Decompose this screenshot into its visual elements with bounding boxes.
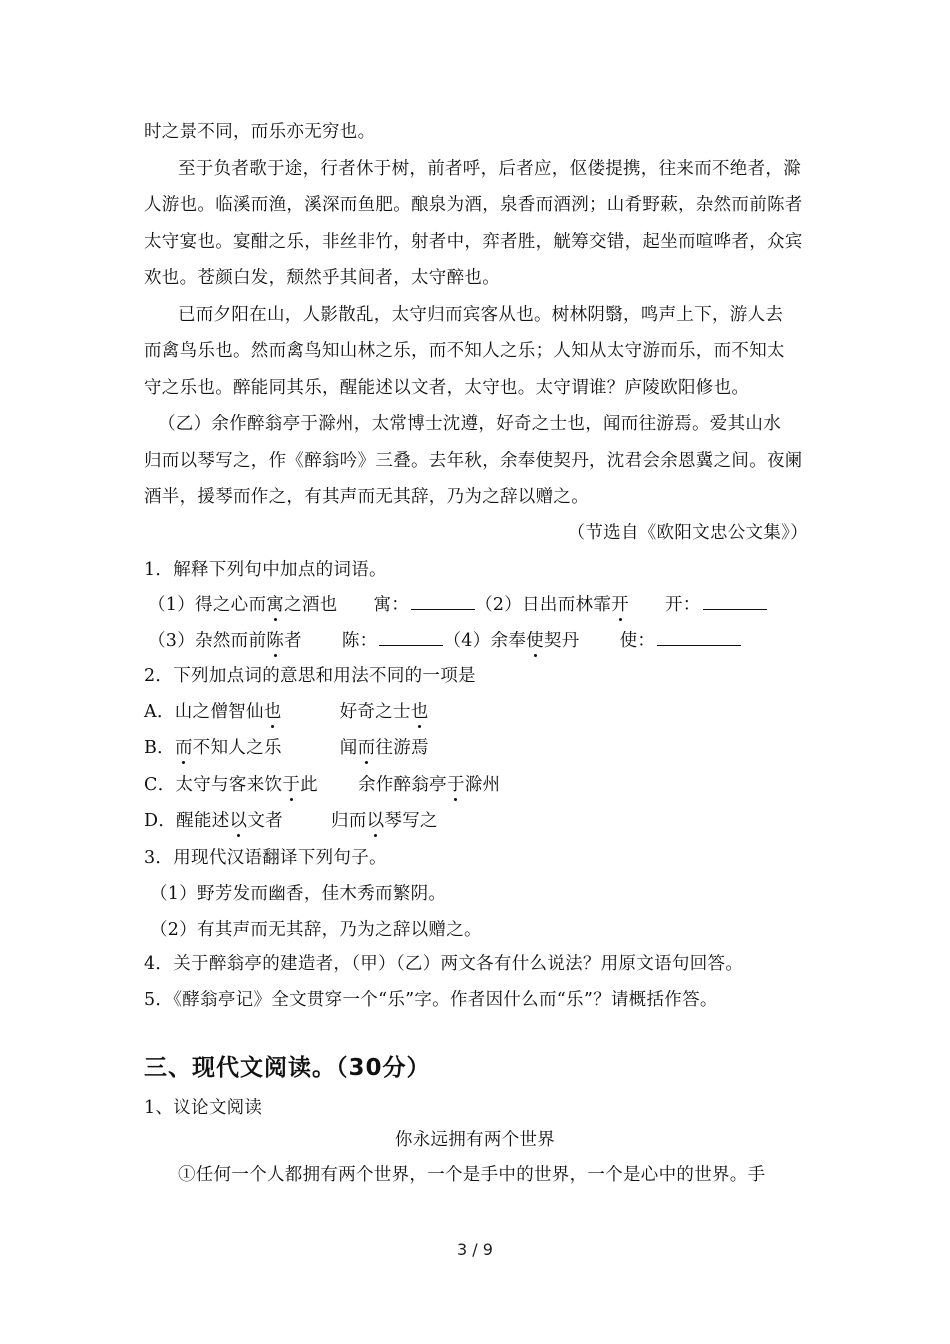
answer-label: 使： <box>619 631 656 651</box>
option-text: 余作醉翁亭 <box>357 775 447 795</box>
option-a <box>144 700 814 724</box>
question-2-title: 2．下列加点词的意思和用法不同的一项是 <box>144 666 476 686</box>
option-b <box>144 736 814 760</box>
page-number: 3 / 9 <box>457 1240 493 1259</box>
option-text: 好奇之士 <box>339 702 411 722</box>
dotted-word: 寓 <box>266 595 285 615</box>
option-text: 此 <box>300 775 318 795</box>
option-d <box>144 809 814 833</box>
dotted-word: 开 <box>611 595 629 615</box>
item-text: 得之心而 <box>195 595 267 615</box>
answer-label: 寓： <box>373 595 410 615</box>
dotted-word: 陈 <box>266 631 285 651</box>
option-text: 归而 <box>330 811 367 831</box>
item-number: （4） <box>443 631 491 651</box>
item-text: 契丹 <box>543 631 580 651</box>
option-text: 不知人之乐 <box>192 738 282 758</box>
item-text: 者 <box>284 631 302 651</box>
item-number: （2） <box>475 595 523 615</box>
option-letter: B． <box>144 738 175 758</box>
question-1-row <box>148 591 818 617</box>
passage-line: 酒半，援琴而作之，有其声而无其辞，乃为之辞以赠之。 <box>144 487 589 507</box>
dotted-word: 以 <box>229 811 248 831</box>
answer-blank[interactable] <box>411 591 475 610</box>
option-c <box>144 773 814 797</box>
answer-blank[interactable] <box>703 591 767 610</box>
question-3-title: 3．用现代汉语翻译下列句子。 <box>144 848 387 868</box>
question-4: 4．关于醉翁亭的建造者，（甲）（乙）两文各有什么说法？用原文语句回答。 <box>144 954 744 974</box>
dotted-word: 使 <box>526 631 544 651</box>
passage-line: 守之乐也。醉能同其乐，醒能述以文者，太守也。太守谓谁？庐陵欧阳修也。 <box>144 378 750 398</box>
question-5: 5．《酵翁亭记》全文贯穿一个“乐”字。作者因什么而“乐”？请概括作答。 <box>144 990 718 1010</box>
passage-line: 太守宴也。宴酣之乐，非丝非竹，射者中，弈者胜，觥筹交错，起坐而喧哗者，众宾 <box>144 232 803 252</box>
dotted-word: 也 <box>410 702 429 722</box>
passage-line: 人游也。临溪而渔，溪深而鱼肥。酿泉为酒，泉香而酒洌；山肴野蔌，杂然而前陈者 <box>144 195 803 215</box>
passage-line: 已而夕阳在山，人影散乱，太守归而宾客从也。树林阴翳，鸣声上下，游人去 <box>178 305 784 325</box>
answer-label: 开： <box>664 595 701 615</box>
option-text: 闻 <box>339 738 358 758</box>
passage-line: 时之景不同，而乐亦无穷也。 <box>144 122 376 142</box>
passage-source: （节选自《欧阳文忠公文集》） <box>567 523 808 543</box>
option-letter: C． <box>144 775 176 795</box>
section-heading: 三、现代文阅读。（30分） <box>144 1055 431 1081</box>
question-1-row <box>148 627 818 653</box>
option-text: 太守与客来饮 <box>175 775 283 795</box>
dotted-word: 而 <box>174 738 193 758</box>
dotted-word: 而 <box>357 738 376 758</box>
subsection-label: 1、议论文阅读 <box>144 1098 263 1118</box>
option-letter: D． <box>144 811 177 831</box>
dotted-word: 以 <box>366 811 385 831</box>
dotted-word: 也 <box>263 702 282 722</box>
article-paragraph: ①任何一个人都拥有两个世界，一个是手中的世界，一个是心中的世界。手 <box>178 1165 766 1185</box>
item-number: （1） <box>148 595 196 615</box>
item-text: 余奉 <box>490 631 527 651</box>
option-text: 往游焉 <box>375 738 429 758</box>
item-text: 日出而林霏 <box>522 595 612 615</box>
passage-line: 至于负者歌于途，行者休于树，前者呼，后者应，伛偻提携，往来而不绝者，滁 <box>178 159 801 179</box>
option-text: 琴写之 <box>384 811 438 831</box>
option-text: 醒能述 <box>176 811 230 831</box>
option-text: 滁州 <box>464 775 501 795</box>
option-letter: A． <box>144 702 175 722</box>
answer-label: 陈： <box>341 631 378 651</box>
item-text: 之酒也 <box>284 595 338 615</box>
dotted-word: 于 <box>446 775 465 795</box>
question-1-title: 1．解释下列句中加点的词语。 <box>144 560 387 580</box>
passage-line: 归而以琴写之，作《醉翁吟》三叠。去年秋，余奉使契丹，沈君会余恩冀之间。夜阑 <box>144 451 803 471</box>
item-number: （3） <box>148 631 196 651</box>
answer-blank[interactable] <box>657 627 741 646</box>
dotted-word: 于 <box>282 775 301 795</box>
passage-line: （乙）余作醉翁亭于滁州，太常博士沈遵，好奇之士也，闻而往游焉。爱其山水 <box>158 414 781 434</box>
passage-line: 欢也。苍颜白发，颓然乎其间者，太守醉也。 <box>144 268 500 288</box>
article-title: 你永远拥有两个世界 <box>394 1130 556 1150</box>
answer-blank[interactable] <box>379 627 443 646</box>
item-text: 杂然而前 <box>195 631 267 651</box>
question-3-item: （1）野芳发而幽香，佳木秀而繁阴。 <box>150 884 447 904</box>
option-text: 山之僧智仙 <box>174 702 264 722</box>
option-text: 文者 <box>247 811 283 831</box>
passage-line: 而禽鸟乐也。然而禽鸟知山林之乐，而不知人之乐；人知从太守游而乐，而不知太 <box>144 341 785 361</box>
question-3-item: （2）有其声而无其辞，乃为之辞以赠之。 <box>150 920 482 940</box>
